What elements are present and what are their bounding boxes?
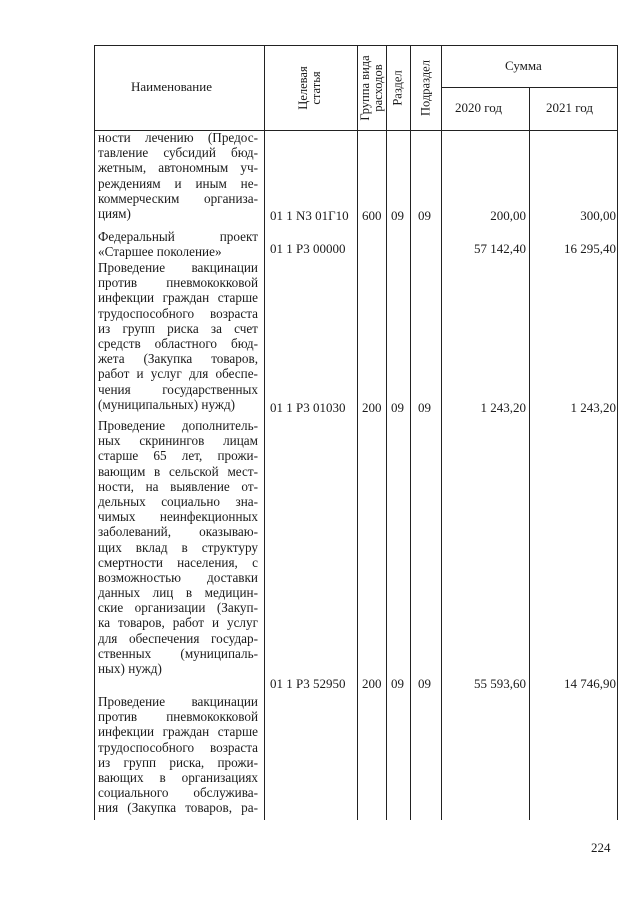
row-name-word: средств: [98, 335, 141, 351]
row-name-word: обеспечения: [128, 630, 200, 646]
row-name-line: [98, 570, 258, 585]
row-name-line: [98, 306, 258, 321]
row-name-word: ния: [98, 800, 119, 816]
row-name-word: тавление: [98, 145, 149, 161]
row-name-word: организации: [134, 600, 206, 616]
row-name-word: государ-: [211, 630, 258, 646]
row-name-line: [98, 351, 258, 366]
row-2021-2: 1 243,20: [570, 400, 616, 415]
row-name-word: данных: [98, 585, 141, 601]
row-name-word: скринингов: [139, 433, 205, 449]
row-name-word: товаров,: [211, 351, 258, 367]
row-name-word: ка: [98, 615, 111, 631]
row-name-word: работ: [172, 615, 205, 631]
row-name-word: автономным: [158, 160, 229, 176]
row-name-line: [98, 448, 258, 463]
row-name-line: [98, 661, 258, 676]
row-name-word: проект: [219, 229, 258, 244]
row-name-word: в: [159, 769, 166, 785]
row-name-line: [98, 585, 258, 600]
row-name-word: доставки: [207, 569, 258, 585]
row-name-word: за: [210, 320, 222, 336]
row-name-word: трудоспособного: [98, 739, 195, 755]
row-name-word: смертности: [98, 554, 163, 570]
row-name-word: от-: [241, 478, 258, 494]
row-name-word: ские: [98, 600, 124, 616]
col-border-year1: [529, 87, 530, 820]
row-name-line: [98, 464, 258, 479]
row-name-line: [98, 724, 258, 739]
row-name-word: мест-: [227, 463, 258, 479]
row-name-word: и: [211, 615, 220, 631]
row-name-word: возможностью: [98, 569, 181, 585]
row-name-word: социального: [98, 785, 169, 801]
row-name-word: прожи-: [217, 754, 258, 770]
row-name-word: медицин-: [204, 585, 258, 601]
row-name-word: Проведение: [98, 694, 166, 709]
row-name-word: структуру: [201, 539, 258, 555]
row-name-word: областного: [154, 335, 218, 351]
row-name-word: субсидий: [163, 145, 216, 161]
row-name-word: (Закуп-: [216, 600, 258, 616]
row-name-line: [98, 615, 258, 630]
row-subsection-0: 09: [418, 208, 431, 223]
row-name-word: сельской: [169, 463, 219, 479]
row-name-line: [98, 646, 258, 661]
row-name-line: [98, 229, 258, 244]
col-border-right: [617, 45, 618, 820]
row-name-word: вакцинации: [191, 694, 258, 709]
row-name-line: [98, 145, 258, 160]
row-name-line: [98, 130, 258, 145]
row-name-word: бюд-: [230, 335, 258, 351]
row-name-word: заболеваний,: [98, 524, 172, 540]
row-name-word: иным: [195, 175, 227, 191]
row-subsection-2: 09: [418, 400, 431, 415]
row-2020-2: 1 243,20: [480, 400, 526, 415]
row-name-text: (муниципальных) нужд): [98, 396, 236, 412]
row-name-line: [98, 694, 258, 709]
row-name-line: [98, 755, 258, 770]
row-name-word: в: [185, 585, 193, 601]
row-subsection-3: 09: [418, 676, 431, 691]
row-name-word: щих: [98, 539, 122, 555]
row-2020-0: 200,00: [490, 208, 526, 223]
row-name-word: и: [174, 175, 182, 191]
row-name-word: инфекции: [98, 290, 155, 306]
row-name-word: Проведение: [98, 418, 166, 433]
row-name-line: [98, 800, 258, 815]
row-name-word: (муниципаль-: [180, 645, 258, 661]
row-name-line: [98, 382, 258, 397]
row-name-0: [98, 130, 258, 221]
page-number: 224: [591, 840, 611, 855]
table-top-border: [94, 45, 618, 46]
row-name-word: товаров,: [185, 800, 233, 816]
row-name-word: и: [136, 366, 144, 382]
row-name-word: из: [98, 320, 111, 336]
row-name-word: (Предос-: [207, 130, 258, 145]
row-name-line: [98, 321, 258, 336]
row-name-word: против: [98, 275, 138, 291]
row-code-3: 01 1 P3 52950: [270, 676, 346, 691]
col-border-name: [264, 45, 265, 820]
row-name-word: против: [98, 709, 138, 725]
row-group-3: 200: [362, 676, 382, 691]
row-name-word: старше: [217, 724, 258, 740]
row-name-line: [98, 275, 258, 290]
row-name-word: вакцинации: [191, 260, 258, 275]
header-target-article: Целевая статья: [296, 66, 323, 110]
row-name-word: неинфекционных: [159, 509, 258, 525]
row-code-1: 01 1 P3 00000: [270, 241, 346, 256]
row-name-word: чения: [98, 381, 131, 397]
row-name-line: [98, 176, 258, 191]
col-border-group: [386, 45, 387, 820]
row-name-word: в: [154, 463, 161, 479]
row-name-word: государственных: [162, 381, 258, 397]
row-name-line: [98, 160, 258, 175]
row-name-word: ных: [98, 433, 121, 449]
row-name-word: ственных: [98, 645, 152, 661]
row-name-word: с: [252, 554, 258, 570]
row-name-word: пневмококковой: [166, 275, 258, 291]
row-name-line: [98, 244, 258, 259]
row-name-1: [98, 229, 258, 259]
row-name-line: [98, 397, 258, 412]
row-name-word: социально: [161, 493, 220, 509]
row-name-line: [98, 540, 258, 555]
row-name-word: из: [98, 754, 111, 770]
row-name-word: бюд-: [231, 145, 258, 161]
col-border-left: [94, 45, 95, 820]
header-section: Раздел: [390, 70, 405, 106]
row-name-word: оказываю-: [199, 524, 258, 540]
row-name-word: дополнитель-: [181, 418, 258, 433]
row-name-word: выявление: [170, 478, 230, 494]
row-name-word: 65: [153, 448, 167, 464]
row-name-word: инфекции: [98, 724, 155, 740]
row-name-word: вклад: [135, 539, 168, 555]
row-name-line: [98, 785, 258, 800]
header-name: Наименование: [131, 79, 212, 94]
row-name-word: возраста: [209, 739, 258, 755]
row-name-line: [98, 366, 258, 381]
row-name-word: реждениям: [98, 175, 161, 191]
row-name-word: Федеральный: [98, 229, 175, 244]
header-year-2020: 2020 год: [455, 100, 502, 115]
row-name-word: возраста: [209, 305, 258, 321]
col-border-section: [410, 45, 411, 820]
header-subsection: Подраздел: [418, 60, 433, 116]
row-name-word: пневмококковой: [166, 709, 258, 725]
row-name-word: старше: [217, 290, 258, 306]
row-name-line: [98, 555, 258, 570]
row-name-line: [98, 479, 258, 494]
row-name-word: жета: [98, 351, 125, 367]
row-name-line: [98, 494, 258, 509]
row-name-word: обеспе-: [215, 366, 258, 382]
row-2020-3: 55 593,60: [474, 676, 526, 691]
row-name-word: лет,: [181, 448, 203, 464]
row-2021-0: 300,00: [580, 208, 616, 223]
row-name-word: лиц: [152, 585, 174, 601]
row-name-2: [98, 260, 258, 412]
row-name-word: прожи-: [217, 448, 258, 464]
row-name-line: [98, 418, 258, 433]
row-name-word: обслужива-: [193, 785, 258, 801]
row-name-word: ра-: [241, 800, 258, 816]
col-border-subsection: [441, 45, 442, 820]
row-name-text: ных) нужд): [98, 661, 162, 676]
row-name-word: риска,: [169, 754, 205, 770]
row-name-text: «Старшее поколение»: [98, 244, 222, 260]
row-group-0: 600: [362, 208, 382, 223]
row-name-word: жетным,: [98, 160, 147, 176]
row-name-word: старше: [98, 448, 139, 464]
row-name-line: [98, 740, 258, 755]
row-name-word: чимых: [98, 509, 136, 525]
row-name-word: ности: [98, 130, 131, 145]
row-2021-1: 16 295,40: [564, 241, 616, 256]
col-border-code: [357, 45, 358, 820]
row-name-word: дельных: [98, 493, 146, 509]
row-name-text: циям): [98, 205, 131, 221]
row-name-word: для: [98, 630, 118, 646]
row-name-word: зна-: [235, 493, 258, 509]
row-name-word: групп: [123, 754, 157, 770]
row-name-word: населения,: [177, 554, 238, 570]
row-name-line: [98, 524, 258, 539]
row-code-0: 01 1 N3 01Г10: [270, 208, 349, 223]
row-name-line: [98, 709, 258, 724]
row-name-line: [98, 191, 258, 206]
row-name-word: вающих: [98, 769, 144, 785]
row-code-2: 01 1 P3 01030: [270, 400, 346, 415]
row-name-line: [98, 260, 258, 275]
row-name-line: [98, 509, 258, 524]
row-name-line: [98, 600, 258, 615]
row-name-line: [98, 631, 258, 646]
header-sum: Сумма: [505, 58, 542, 73]
row-section-3: 09: [391, 676, 404, 691]
row-name-word: (Закупка: [127, 800, 177, 816]
row-name-line: [98, 206, 258, 221]
row-name-word: организациях: [181, 769, 258, 785]
row-name-word: в: [181, 539, 188, 555]
row-name-word: лечению: [145, 130, 194, 145]
row-group-2: 200: [362, 400, 382, 415]
row-name-word: лицам: [223, 433, 258, 449]
row-name-word: трудоспособного: [98, 305, 195, 321]
row-name-3: [98, 418, 258, 676]
row-name-word: организа-: [203, 190, 258, 206]
row-2021-3: 14 746,90: [564, 676, 616, 691]
header-expense-group: Группа вида расходов: [358, 55, 385, 121]
row-name-word: ности,: [98, 478, 134, 494]
row-name-word: вающим: [98, 463, 146, 479]
row-name-word: граждан: [162, 290, 210, 306]
row-name-word: граждан: [162, 724, 210, 740]
row-name-word: услуг: [150, 366, 182, 382]
row-name-word: риска: [167, 320, 199, 336]
row-name-word: для: [188, 366, 209, 382]
row-2020-1: 57 142,40: [474, 241, 526, 256]
row-name-line: [98, 336, 258, 351]
row-name-line: [98, 433, 258, 448]
row-name-word: групп: [122, 320, 155, 336]
row-name-line: [98, 290, 258, 305]
row-name-word: коммерческим: [98, 190, 180, 206]
row-name-word: не-: [240, 175, 258, 191]
row-name-word: работ: [98, 366, 130, 382]
row-name-word: на: [145, 478, 159, 494]
row-name-4: [98, 694, 258, 816]
row-section-0: 09: [391, 208, 404, 223]
row-name-word: счет: [234, 320, 258, 336]
row-name-word: уч-: [240, 160, 258, 176]
row-name-word: услуг: [226, 615, 258, 631]
header-year-2021: 2021 год: [546, 100, 593, 115]
row-name-word: (Закупка: [143, 351, 193, 367]
row-name-line: [98, 770, 258, 785]
row-name-word: Проведение: [98, 260, 166, 275]
row-section-2: 09: [391, 400, 404, 415]
row-name-word: товаров,: [117, 615, 165, 631]
